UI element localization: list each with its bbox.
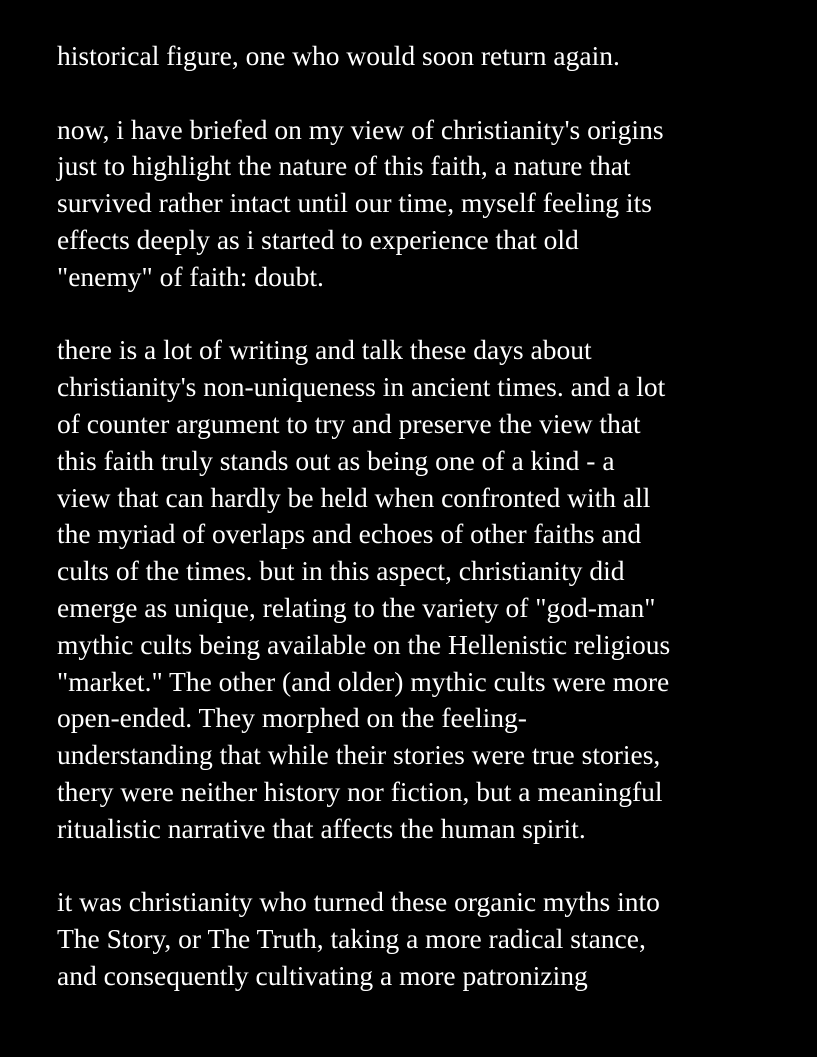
text-line: The Story, or The Truth, taking a more radical stance, (57, 923, 646, 955)
text-line: christianity's non-uniqueness in ancient times. and a lot (57, 371, 666, 403)
text-line: view that can hardly be held when confronted with all (57, 481, 651, 513)
text-line: ritualistic narrative that affects the human spirit. (57, 812, 586, 844)
text-line: it was christianity who turned these organic myths into (57, 886, 660, 918)
text-line: and consequently cultivating a more patronizing (57, 959, 588, 991)
document-text (57, 38, 797, 995)
paragraph-2 (57, 112, 797, 296)
text-line: "enemy" of faith: doubt. (57, 260, 324, 292)
text-line: historical figure, one who would soon return again. (57, 40, 620, 71)
paragraph-3 (57, 332, 797, 847)
text-line: survived rather intact until our time, myself feeling its (57, 187, 652, 219)
text-line: the myriad of overlaps and echoes of other faiths and (57, 518, 642, 550)
text-line: "market." The other (and older) mythic cults were more (57, 665, 670, 697)
text-line: cults of the times. but in this aspect, christianity did (57, 555, 625, 587)
text-line: this faith truly stands out as being one of a kind - a (57, 444, 615, 476)
text-line: open-ended. They morphed on the feeling- (57, 702, 527, 734)
text-line: understanding that while their stories were true stories, (57, 739, 661, 771)
paragraph-4 (57, 884, 797, 994)
text-line: mythic cults being available on the Hellenistic religious (57, 628, 671, 660)
text-line: thery were neither history nor fiction, but a meaningful (57, 775, 663, 807)
text-line: of counter argument to try and preserve the view that (57, 407, 641, 439)
text-line: emerge as unique, relating to the variety of "god-man" (57, 591, 656, 623)
paragraph-1 (57, 38, 797, 75)
text-line: now, i have briefed on my view of christianity's origins (57, 113, 664, 145)
text-line: effects deeply as i started to experience that old (57, 223, 579, 255)
text-line: there is a lot of writing and talk these days about (57, 334, 592, 366)
text-line: just to highlight the nature of this faith, a nature that (57, 150, 631, 182)
